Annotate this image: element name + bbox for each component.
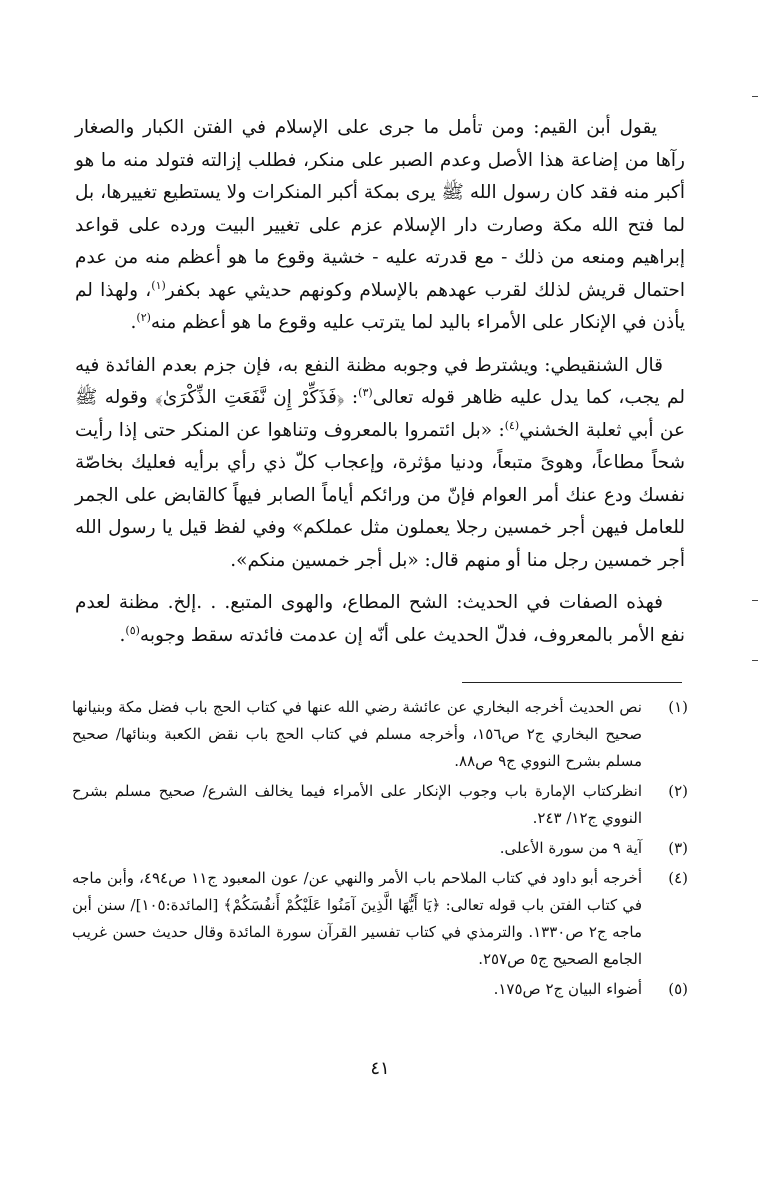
footnote-number: (٢) bbox=[668, 782, 688, 800]
scan-edge-mark bbox=[752, 96, 758, 97]
footnote-text: أضواء البيان ج٢ ص١٧٥. bbox=[493, 980, 642, 998]
footnote-item bbox=[72, 778, 688, 832]
footnote-separator bbox=[0, 682, 760, 694]
paragraph-text: : ﴿فَذَكِّرْ إِن نَّفَعَتِ الذِّكْرَىٰ﴾ وقوله ﷺ عن أبي ثعلبة الخشني bbox=[75, 387, 685, 441]
footnote-text: آية ٩ من سورة الأعلى. bbox=[499, 839, 642, 857]
scan-edge-mark bbox=[752, 600, 758, 601]
paragraph-ibn-alqayyim bbox=[75, 112, 685, 340]
footnote-text: نص الحديث أخرجه البخاري عن عائشة رضي الله عنها في كتاب الحج باب فضل مكة وبنيانها صحيح البخاري ج٢ ص١٥٦، وأخرجه مسلم في كتاب الحج باب نقض الكعبة وبنائها/ صحيح مسلم بشرح النووي ج٩ ص٨٨. bbox=[72, 698, 642, 770]
footnote-item bbox=[72, 694, 688, 775]
footnote-item bbox=[72, 835, 688, 862]
footnote-number: (٥) bbox=[668, 980, 688, 998]
footnote-text: أخرجه أبو داود في كتاب الملاحم باب الأمر والنهي عن/ عون المعبود ج١١ ص٤٩٤، وأبن ماجه في كتاب الفتن باب قوله تعالى: ﴿يَا أَيُّهَا الَّذِينَ آمَنُوا عَلَيْكُمْ أَنفُسَكُمْ﴾ [المائدة:١٠٥]/ سنن أبن ماجه ج٢ ص١٣٣٠. والترمذي في كتاب تفسير القرآن سورة المائدة وقال حديث حسن غريب الجامع الصحيح ج٥ ص٢٥٧. bbox=[72, 869, 643, 968]
footnote-number: (٣) bbox=[668, 839, 688, 857]
footnote-ref: (٤) bbox=[504, 418, 520, 432]
paragraph-text: . bbox=[119, 624, 126, 646]
footnote-number: (١) bbox=[668, 698, 688, 716]
footnote-ref: (٣) bbox=[358, 385, 373, 399]
page-number: ٤١ bbox=[370, 1058, 390, 1079]
footnote-text: انظركتاب الإمارة باب وجوب الإنكار على الأمراء فيما يخالف الشرع/ صحيح مسلم بشرح النووي ج١٢/ ٢٤٣. bbox=[72, 782, 642, 827]
footnote-ref: (٢) bbox=[136, 310, 151, 324]
paragraph-text: ، ولهذا لم يأذن في الإنكار على الأمراء باليد لما يترتب عليه وقوع ما هو أعظم منه bbox=[75, 279, 685, 333]
footnote-item bbox=[72, 976, 688, 1003]
paragraph-conclusion bbox=[75, 587, 685, 652]
page bbox=[0, 112, 760, 1006]
paragraph-shinqiti bbox=[75, 350, 685, 578]
footnotes bbox=[72, 694, 688, 1003]
paragraph-text: قال الشنقيطي: ويشترط في وجوبه مظنة النفع به، فإن جزم بعدم الفائدة فيه لم يجب، كما يدل عليه ظاهر قوله تعالى bbox=[75, 354, 685, 408]
paragraph-text: . bbox=[130, 312, 137, 333]
scan-edge-mark bbox=[752, 660, 758, 661]
main-text bbox=[75, 112, 685, 652]
footnote-ref: (٥) bbox=[125, 623, 140, 637]
footnote-ref: (١) bbox=[151, 278, 166, 292]
paragraph-text: يقول أبن القيم: ومن تأمل ما جرى على الإسلام في الفتن الكبار والصغار رآها من إضاعة هذا الأصل وعدم الصبر على منكر، فطلب إزالته فتولد منه ما هو أكبر منه فقد كان رسول الله ﷺ يرى بمكة أكبر المنكرات ولا يستطيع تغييرها، بل لما فتح الله مكة وصارت دار الإسلام عزم على تغيير البيت ورده على قواعد إبراهيم ومنعه من ذلك - مع قدرته عليه - خشية وقوع ما هو أعظم منه من عدم احتمال قريش لذلك لقرب عهدهم بالإسلام وكونهم حديثي عهد بكفر bbox=[75, 117, 685, 301]
paragraph-text: فهذه الصفات في الحديث: الشح المطاع، والهوى المتبع. . .إلخ. مظنة لعدم نفع الأمر بالمعروف، فدلّ الحديث على أنّه إن عدمت فائدته سقط وجوبه bbox=[75, 592, 685, 646]
separator-line bbox=[462, 682, 682, 683]
footnote-item bbox=[72, 865, 688, 973]
footnote-number: (٤) bbox=[668, 869, 688, 887]
paragraph-text: : «بل ائتمروا بالمعروف وتناهوا عن المنكر حتى إذا رأيت شحاً مطاعاً، وهوىً متبعاً، ودنيا مؤثرة، وإعجاب كلّ ذي رأي برأيه فعليك بخاصّة نفسك ودع عنك أمر العوام فإنّ من ورائكم أياماً الصابر فيهاً كالقابض على الجمر للعامل فيهن أجر خمسين رجلا يعملون مثل عملكم» وفي لفظ قيل يا رسول الله أجر خمسين رجل منا أو منهم قال: «بل أجر خمسين منكم». bbox=[75, 419, 685, 571]
